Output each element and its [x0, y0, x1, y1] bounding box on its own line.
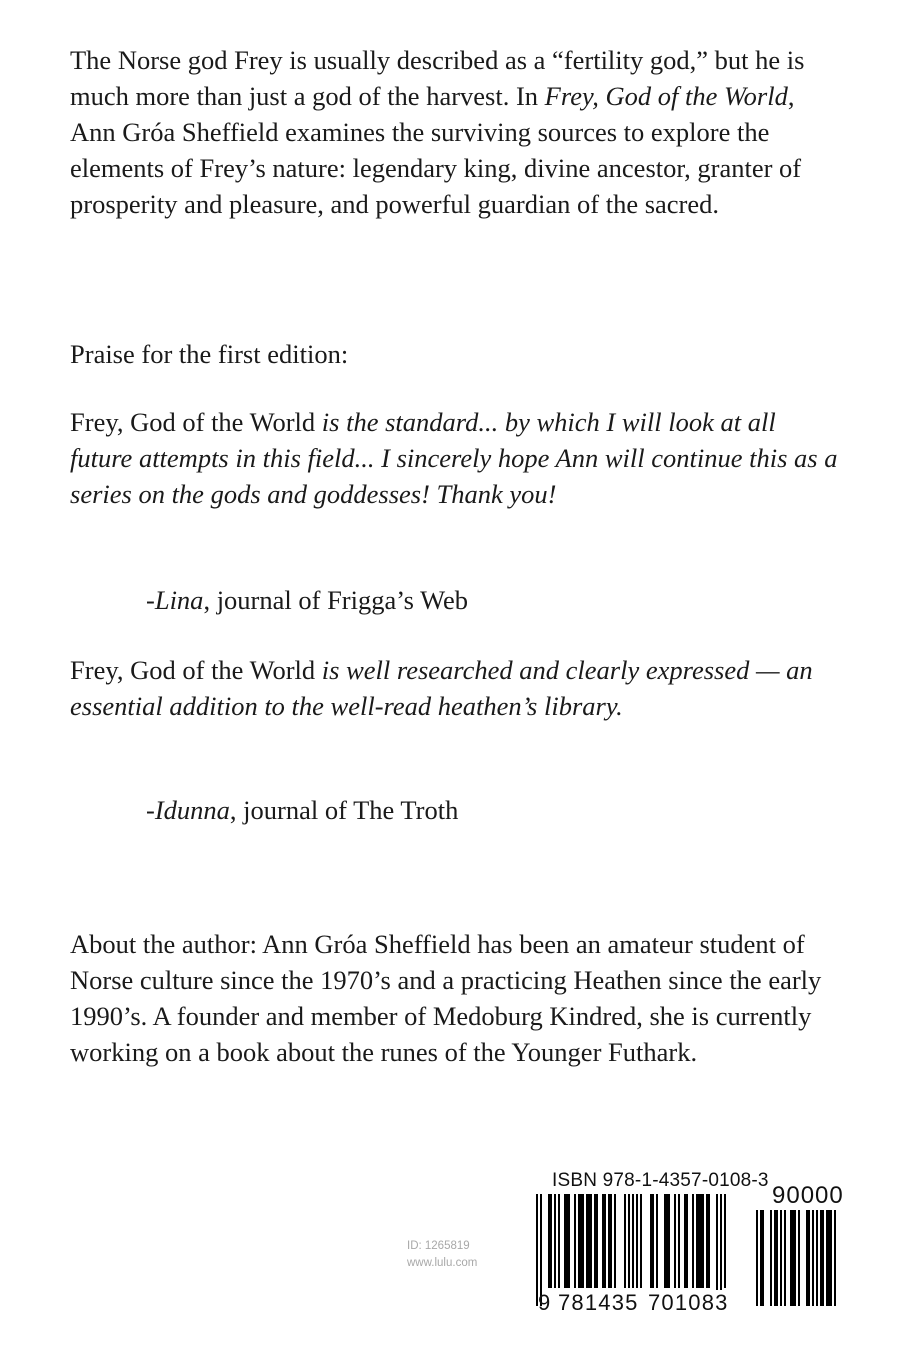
price-code: 90000 — [772, 1182, 844, 1209]
barcode-bar — [674, 1194, 676, 1288]
price-barcode — [756, 1210, 840, 1306]
review-quote — [70, 652, 840, 724]
barcode-bar — [678, 1194, 680, 1288]
book-description — [70, 42, 840, 222]
barcode-bar — [826, 1210, 832, 1306]
barcode-bar — [760, 1210, 764, 1306]
barcode-bar — [558, 1194, 560, 1288]
review-quote — [70, 404, 840, 512]
barcode-bar — [756, 1210, 758, 1306]
quote-book-title: Frey, God of the World — [70, 407, 316, 437]
barcode-bar — [554, 1194, 556, 1288]
review-source: , journal of The Troth — [229, 795, 459, 825]
quote-book-title: Frey, God of the World — [70, 655, 316, 685]
barcode-bar — [820, 1210, 824, 1306]
publisher-imprint — [407, 1238, 477, 1272]
barcode-bar — [602, 1194, 606, 1288]
quote-text: is the standard... by which I will look at all future attempts in this field... I sincerely hope Ann will continue this as a series on the gods and goddesses! Thank you! — [70, 407, 838, 509]
barcode-bar — [564, 1194, 570, 1288]
barcode-bar — [628, 1194, 630, 1288]
reviewer-name: -Lina — [146, 585, 204, 615]
barcode-bar — [578, 1194, 584, 1288]
barcode-bar — [774, 1210, 778, 1306]
review-source: , journal of Frigga’s Web — [203, 585, 468, 615]
barcode-bar — [812, 1210, 814, 1306]
praise-heading: Praise for the first edition: — [70, 339, 349, 369]
about-author: About the author: Ann Gróa Sheffield has been an amateur student of Norse culture since the 1970’s and a practicing Heathen since the early 1990’s. A founder and member of Medoburg Kindred, she is currently working on a book about the runes of the Younger Futhark. — [70, 929, 822, 1067]
barcode-bar — [548, 1194, 552, 1288]
barcode-bar — [770, 1210, 772, 1306]
barcode-first-digit: 9 — [538, 1290, 552, 1315]
review-attribution — [146, 792, 907, 828]
review-attribution — [146, 582, 907, 618]
publisher-url: www.lulu.com — [407, 1257, 478, 1269]
barcode-digits-left: 781435 — [558, 1290, 639, 1315]
barcode-bar — [696, 1194, 704, 1288]
barcode-bar — [594, 1194, 598, 1288]
barcode-bar — [834, 1210, 836, 1306]
barcode-bar — [574, 1194, 576, 1288]
barcode-bar — [608, 1194, 612, 1288]
barcode-digits-right: 701083 — [648, 1290, 729, 1315]
barcode-bar — [664, 1194, 670, 1288]
barcode-bar — [684, 1194, 688, 1288]
barcode-bar — [614, 1194, 616, 1288]
barcode-bar — [806, 1210, 810, 1306]
barcode-bar — [692, 1194, 694, 1288]
publisher-id: ID: 1265819 — [407, 1240, 470, 1252]
isbn-label: ISBN 978-1-4357-0108-3 — [552, 1170, 769, 1191]
barcode-bar — [636, 1194, 638, 1288]
barcode-bar — [798, 1210, 800, 1306]
description-text-start: The Norse god Frey is usually described as a “fertility god,” but he is much more than just a god of the harvest. In — [70, 45, 805, 111]
barcode-bar — [724, 1194, 726, 1288]
description-text-end: , Ann Gróa Sheffield examines the surviving sources to explore the elements of Frey’s nature: legendary king, divine ancestor, granter of prosperity and pleasure, and powerful guardian of the sacred. — [70, 81, 802, 219]
barcode-bar — [640, 1194, 642, 1288]
barcode-bar — [656, 1194, 658, 1288]
barcode-bar — [784, 1210, 786, 1306]
barcode-bar — [790, 1210, 796, 1306]
barcode-bar — [624, 1194, 626, 1288]
quote-text: is well researched and clearly expressed — an essential addition to the well-read heathen’s library. — [70, 655, 813, 721]
barcode-bar — [816, 1210, 818, 1306]
barcode-bar — [780, 1210, 782, 1306]
description-book-title: Frey, God of the World — [544, 81, 788, 111]
barcode-bar — [706, 1194, 710, 1288]
barcode-bar — [586, 1194, 592, 1288]
barcode-bar — [632, 1194, 634, 1288]
barcode-bar — [650, 1194, 654, 1288]
reviewer-name: -Idunna — [146, 795, 230, 825]
